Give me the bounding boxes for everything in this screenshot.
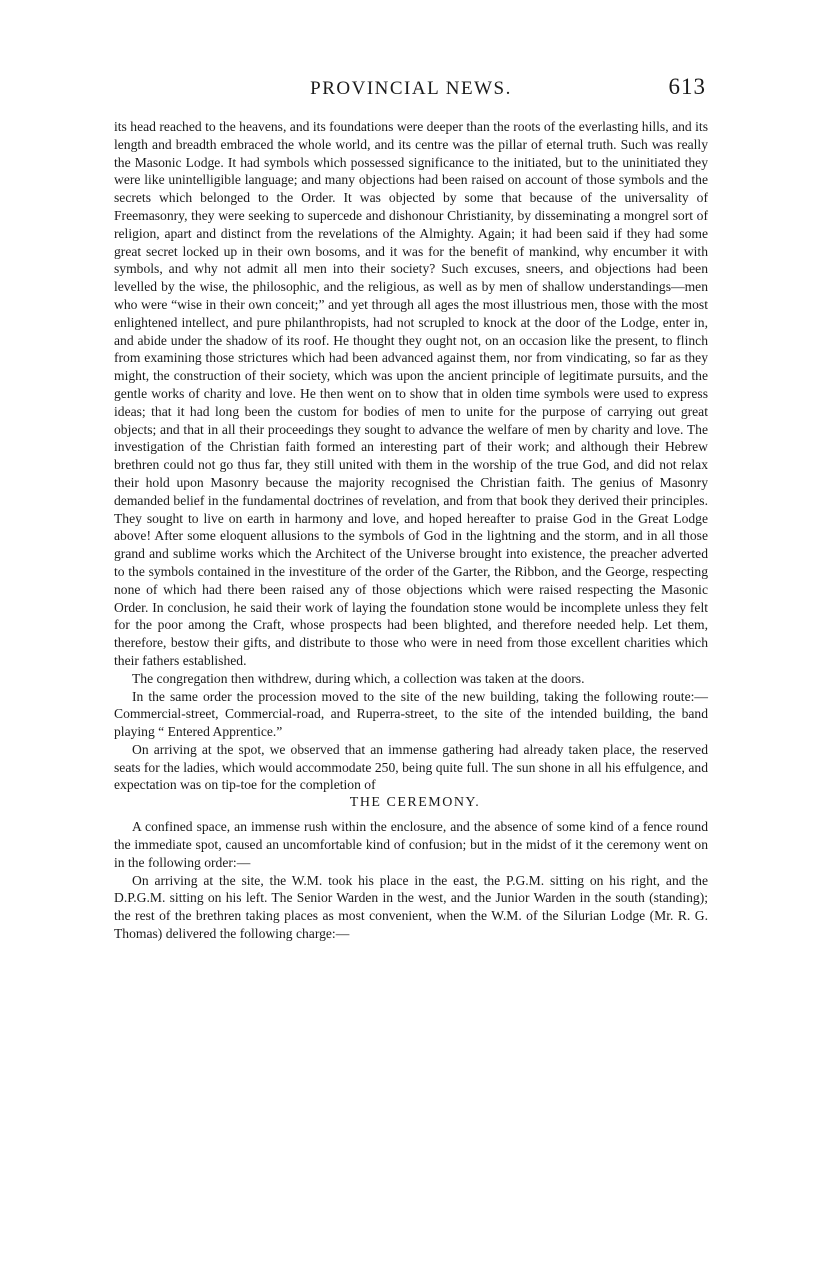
article-body xyxy=(114,118,708,943)
running-title: PROVINCIAL NEWS. xyxy=(310,78,512,99)
paragraph-congregation: The congregation then withdrew, during which, a collection was taken at the doors. xyxy=(132,670,585,686)
paragraph-arrival: On arriving at the spot, we observed that an immense gathering had already taken place, the reserved seats for the ladies, which would accommodate 250, being quite full. The sun shone in all his effulgence, and expectation was on tip-toe for the completion of xyxy=(114,741,708,793)
paragraph-sermon-continued: its head reached to the heavens, and its foundations were deeper than the roots of the everlasting hills, and its length and breadth embraced the whole world, and its centre was the pillar of eternal truth. Such was really the Masonic Lodge. It had symbols which possessed significance to the initiated, but to the uninitiated they were like unintelligible language; and many objections had been raised on account of those symbols and the secrets which belonged to the Order. It was objected by some that because of the universality of Freemasonry, they were seeking to supercede and dishonour Christianity, by disseminating a mongrel sort of religion, apart and distinct from the revelations of the Almighty. Again; it had been said if they had some great secret locked up in their own bosoms, and it was for the benefit of mankind, why encumber it with symbols, and why not admit all men into their society? Such excuses, sneers, and objections had been levelled by the wise, the philosophic, and the religious, as well as by men of shallow understandings—men who were “wise in their own conceit;” and yet through all ages the most illustrious men, those with the most enlightened intellect, and pure philanthropists, had not scrupled to knock at the door of the Lodge, enter in, and abide under the shadow of its roof. He thought they ought not, on an occasion like the present, to flinch from examining those strictures which had been advanced against them, nor from vindicating, so far as they might, the construction of their society, which was upon the ancient principle of legitimate pursuits, and the gentle works of charity and love. He then went on to show that in olden time symbols were used to express ideas; that it had long been the custom for bodies of men to unite for the purpose of carrying out great objects; and that in all their proceedings they sought to advance the welfare of men by charity and love. The investigation of the Christian faith formed an interesting part of their work; and although their Hebrew brethren could not go thus far, they still united with them in the worship of the true God, and did not relax their hold upon Masonry because the majority recognised the Christian faith. The genius of Masonry demanded belief in the fundamental doctrines of revelation, and from that book they derived their principles. They sought to live on earth in harmony and love, and hoped hereafter to praise God in the Great Lodge above! After some eloquent allusions to the symbols of God in the lightning and the storm, and in all those grand and sublime works which the Architect of the Universe brought into existence, the preacher adverted to the symbols contained in the investiture of the order of the Garter, the Ribbon, and the George, respecting none of which had there been raised any of those objections which were raised respecting the Masonic Order. In conclusion, he said their work of laying the foundation stone would be incomplete unless they felt for the poor among the Craft, whose prospects had been blighted, and therefore needed help. Let them, therefore, bestow their gifts, and distribute to those who were in need from those excellent charities which their fathers established. xyxy=(114,119,708,668)
paragraph-site-order: On arriving at the site, the W.M. took his place in the east, the P.G.M. sitting on his right, and the D.P.G.M. sitting on his left. The Senior Warden in the west, and the Junior Warden in the south (standing); the rest of the brethren taking places as most convenient, when the W.M. of the Silurian Lodge (Mr. R. G. Thomas) delivered the following charge:— xyxy=(114,872,708,942)
paragraph-confined-space: A confined space, an immense rush within the enclosure, and the absence of some kind of a fence round the immediate spot, caused an uncomfortable kind of confusion; but in the midst of it the ceremony went on in the following order:— xyxy=(114,819,708,870)
section-heading: THE CEREMONY. xyxy=(349,795,481,811)
journal-page xyxy=(114,74,708,943)
paragraph-procession: In the same order the procession moved to the site of the new building, taking the following route:—Commercial-street, Commercial-road, and Ruperra-street, to the site of the intended building, the band playing “ Entered Apprentice.” xyxy=(114,688,708,740)
page-number: 613 xyxy=(668,74,706,99)
page-header xyxy=(114,74,708,118)
